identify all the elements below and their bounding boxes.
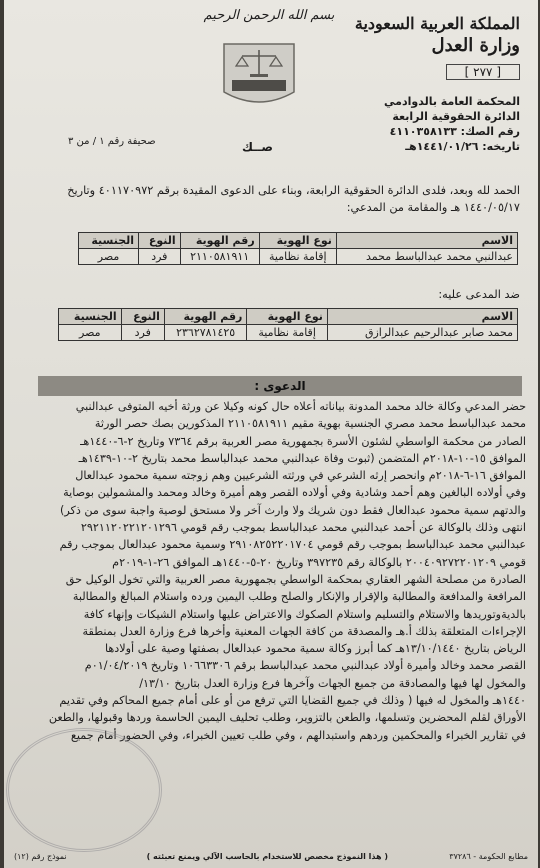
document-type-label: صــك [242, 140, 273, 154]
table-cell: مصر [59, 325, 122, 341]
body-line: المرافعة والمدافعة والمطالبة والإقرار والإنكار والصلح وطلب اليمين ورده واستلام المبالغ والمطالبة [72, 590, 526, 604]
table-cell: مصر [79, 249, 139, 265]
body-line: بالديةوتوريدها والاستلام والتسليم واستلام الصكوك والاعتراض عليها واستلام الشيكات وإنهاء كافة [83, 607, 526, 621]
claim-body [14, 398, 526, 744]
column-header: نوع الهوية [247, 309, 328, 325]
body-line: الصادرة من مصلحة الشهر العقاري بمحكمة الواسطي بجمهورية مصر العربية والتي تخول الوكيل حق [65, 572, 526, 586]
reference-number: [ ٢٧٧ ] [446, 64, 520, 80]
plaintiff-table [78, 232, 518, 265]
column-header: الجنسية [79, 233, 139, 249]
section-title-bar: الدعوى : [38, 376, 522, 396]
column-header: الجنسية [59, 309, 122, 325]
table-cell: عبدالنبي محمد عبدالباسط محمد [336, 249, 517, 265]
body-line: الصادر من محكمة الواسطي لشئون الأسرة بجمهورية مصر العربية برقم ٧٣٦٤ وتاريخ ٢-٦-١٤٤٠هـ [80, 434, 526, 448]
column-header: نوع الهوية [259, 233, 336, 249]
deed-date: تاريخه: ١٤٤١/٠١/٢٦هـ [405, 140, 520, 153]
table-header-row [59, 309, 518, 325]
body-line: محمد عبدالباسط محمد مصري الجنسية بهوية مقيم ٢١١٠٥٨١٩١١ المذكورين بصك حصر الورثة [94, 417, 526, 431]
body-line: قومي ٢٠٠٤٠٩٢٧٢٢٠١٢٠٩ بالوكالة رقم ٣٩٧٢٣٥ وتاريخ ٢٠-٥-١٤٤٠هـ الموافق ٢٦-١-٢٠١٩م [112, 555, 526, 569]
defendant-table [58, 308, 518, 341]
body-line: في تقارير الخبراء والمحكمين وردهم واستبدالهم ، وفي طلب تعيين الخبراء، وفي الحضور أمام جميع [70, 728, 526, 742]
column-header: رقم الهوية [180, 233, 259, 249]
body-line: ١٤٤٠هـ والمخول له فيها ( وذلك في جميع القضايا التي ترفع من أو على أمام جميع المحاكم وفي تقديم [59, 694, 526, 708]
court-name: المحكمة العامة بالدوادمي [384, 95, 520, 108]
table-cell: ٢٣٦٢٧٨١٤٢٥ [164, 325, 246, 341]
body-line: والدتهم سمية محمود عبدالعال فقط دون شريك ولا وارث آخر ولا مستحق لوصية واجبة سوى من ذكر) [60, 503, 526, 517]
table-header-row [79, 233, 518, 249]
basmala: بسم الله الرحمن الرحيم [203, 8, 335, 23]
body-line: والمخول لها فيها والمصادقة من جميع الجهات وآخرها فرع وزارة العدل بتاريخ ١٣/١٠/ [139, 676, 526, 690]
intro-line: ١٤٤٠/٠٥/١٧ هـ والمقامة من المدعي: [346, 201, 520, 214]
body-line: عبدالنبي محمد عبدالباسط بموجب رقم قومي ٢٩١٠٨٢٥٢٢٠١٧٠٤ وسمية محمود عبدالعال بموجب رقم [59, 538, 526, 552]
column-header: الاسم [327, 309, 517, 325]
column-header: الاسم [336, 233, 517, 249]
body-line: الموافق ١٥-١٠-٢٠١٨م المتضمن (ثبوت وفاة عبدالنبي محمد عبدالباسط محمد بتاريخ ٢-١٠-١٤٣٩هـ [78, 451, 526, 465]
form-notice: ( هذا النموذج مخصص للاستخدام بالحاسب الآلي ويمنع تعبئته ) [146, 852, 388, 861]
table-cell: إقامة نظامية [247, 325, 328, 341]
body-line: الموافق ١٦-٦-٢٠١٨م وانحصر إرثه الشرعي في ورثته الشرعيين وهم زوجته سمية محمود عبدالعال [75, 469, 526, 483]
table-cell: إقامة نظامية [259, 249, 336, 265]
body-line: الرياض بتاريخ ١٣/١٠/١٤٤٠هـ كما أبرز وكالة سمية محمود عبدالعال بصفتها وصية على أولادها [104, 642, 526, 656]
body-line: حضر المدعي وكالة خالد محمد المدونة بياناته أعلاه حال كونه وكيلا عن ورثة أخيه المتوفى عبدالنبي [75, 400, 526, 413]
body-line: الإجراءات المتعلقة بذلك أ.هـ والمصدقة من كافة الجهات المعنية وأخرها فرع وزارة العدل بمنطقة [82, 624, 526, 638]
table-row [59, 325, 518, 341]
ministry-logo [218, 40, 300, 110]
body-line: الأوراق لقلم المحضرين وتسلمها، والطعن بالتزوير، وطلب تحليف اليمين الحاسمة وردها وقبولها، والطعن [48, 711, 526, 725]
body-line: انتهى وذلك بالوكالة عن أحمد عبدالنبي محمد عبدالباسط بموجب رقم قومي ٢٩٢١١٢٠٢٢١٢٠١٢٩٦ [80, 521, 526, 535]
form-number: نموذج رقم (١٢) [14, 852, 67, 861]
kingdom-name: المملكة العربية السعودية [354, 14, 520, 33]
court-info [350, 94, 520, 154]
table-cell: فرد [121, 325, 164, 341]
body-line: وفي أولاده البالغين وهم أحمد وشادية وفي أولاده القصر وهم أميرة وخالد ومحمد والمشمولين بوصاية [63, 486, 526, 500]
column-header: النوع [139, 233, 181, 249]
table-row [79, 249, 518, 265]
printer-label: مطابع الحكومة - ٣٧٢٨٦ [449, 852, 528, 861]
official-stamp [6, 728, 162, 852]
court-circuit: الدائرة الحقوقية الرابعة [392, 110, 520, 123]
ministry-name: وزارة العدل [431, 35, 520, 56]
intro-line: الحمد لله وبعد، فلدى الدائرة الحقوقية الرابعة، وبناء على الدعوى المقيدة برقم ٤٠١١٧٠٩٧٢ وتاريخ [67, 184, 520, 197]
column-header: رقم الهوية [164, 309, 246, 325]
table-cell: فرد [139, 249, 181, 265]
table-cell: محمد صابر عبدالرحيم عبدالرازق [327, 325, 517, 341]
deed-number: رقم الصك: ٤١١٠٣٥٨١٣٣ [389, 125, 520, 138]
page-number-label: صحيفة رقم ١ / من ٣ [68, 136, 156, 147]
table-cell: ٢١١٠٥٨١٩١١ [180, 249, 259, 265]
column-header: النوع [121, 309, 164, 325]
body-line: القصر محمد وخالد وأميرة أولاد عبدالنبي محمد عبدالباسط برقم ١٠٦٦٣٣٠٦ وتاريخ ٠١/٠٤/٢٠١٩م [84, 659, 526, 673]
ministry-header [350, 14, 520, 154]
defendant-label: ضد المدعى عليه: [438, 288, 520, 301]
form-footer [4, 848, 538, 868]
document-page [4, 0, 538, 868]
intro-paragraph [20, 182, 520, 216]
